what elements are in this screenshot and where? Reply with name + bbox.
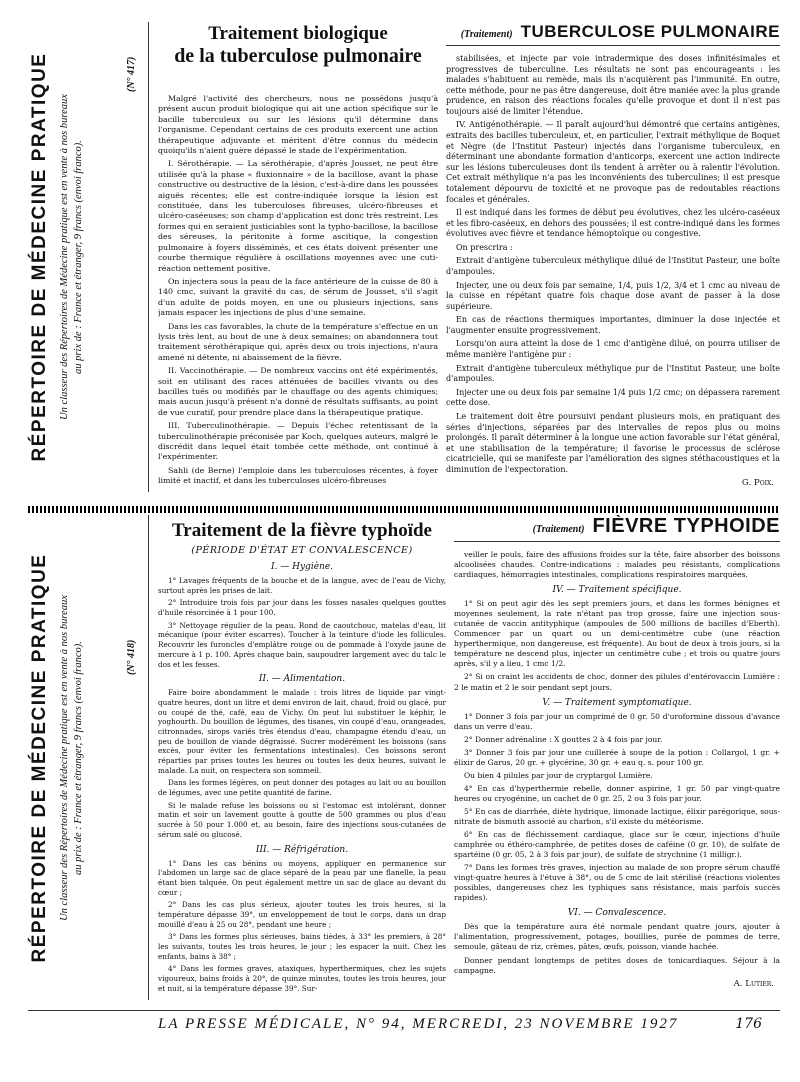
paragraphs-specific xyxy=(454,599,780,692)
paragraph: Ou bien 4 pilules par jour de cryptargol Lumière. xyxy=(464,770,653,780)
paragraph: Faire boire abondamment le malade : trois litres de liquide par vingt-quatre heures, dont un litre et demi environ de lait, chaud, froid ou glacé, pur ou coupé de thé, café, eau de Vichy. On peut lui substituer le képhir, le yoghourth. Du bouillon de légumes, des tisanes, vin coupé d'eau, orangeades, citronnades, sirops variés très étendus d'eau, champagne étendu d'eau, un peu de bouillon de viande dégraissé. Sucrer modérément les boissons (sans excès, pour éviter les fermentations intestinales). Ces boissons seront réparties par prises toutes les heures ou toutes les deux heures, suivant le malade. La nuit, on respectera son sommeil. xyxy=(158,688,446,775)
paragraph: Sahli (de Berne) l'emploie dans les tuberculoses récentes, à foyer limité et inactif, et dans les tuberculoses ulcéro-fibreuses xyxy=(158,465,438,486)
section-heading-refrigeration: III. — Réfrigération. xyxy=(255,844,349,855)
paragraph: Dès que la température aura été normale pendant quatre jours, ajouter à l'alimentation, progressivement, potages, bouillies, purée de pommes de terre, semoule, gâteau de riz, crèmes, pâtes, œufs, poisson, viande hachée. xyxy=(454,922,780,952)
paragraph: 1° Lavages fréquents de la bouche et de la langue, avec de l'eau de Vichy, surtout après les prises de lait. xyxy=(158,576,446,595)
paragraph: 3° Dans les formes plus sérieuses, bains tièdes, à 33° les premiers, à 28° les suivants, toutes les trois heures, le jour ; les espacer la nuit. Chez les enfants, bains à 38° ; xyxy=(158,932,446,961)
paragraphs-hygiene xyxy=(158,576,446,669)
sidebar-subtitle-2: au prix de : France et étranger, 9 francs (envoi franco). xyxy=(73,140,84,374)
paragraph: Malgré l'activité des chercheurs, nous ne possédons jusqu'à présent aucun produit biologique qui ait une action spécifique sur le bacille tuberculeux ou sur les lésions qu'il détermine dans l'organisme. Cependant certains de ces produits exercent une action thérapeutique adjuvante et méritent d'être connus du médecin quoiqu'ils n'aient guère dépassé le stade de l'expérimentation. xyxy=(158,94,438,156)
section-heading xyxy=(454,515,780,542)
sidebar-title: RÉPERTOIRE DE MÉDECINE PRATIQUE xyxy=(29,52,50,462)
paragraph: I. Sérothérapie. — La sérothérapie, d'après Jousset, ne peut être utilisée qu'à la phase « fluxionnaire » de la bacillose, avant la phase constructive ou destructive de la lésion, c'est-à-dire dans les poussées aiguës récentes; elle est contre-indiquée lorsque la lésion est constituée, dans les tuberculoses fibreuses, ulcéro-fibreuses et ulcéro-caséeuses; son champ d'application est donc très restreint. Les formes qui en seraient justiciables sont la typho-bacillose, la bacillose des séreuses, la péritonite à forme ascitique, la congestion pulmonaire à foyers disséminés, et ces états doivent présenter une courbe thermique régulière à oscillations moyennes avec une cuti-réaction nettement positive. xyxy=(158,159,438,273)
title-line-2: de la tuberculose pulmonaire xyxy=(174,45,422,67)
sidebar-title: RÉPERTOIRE DE MÉDECINE PRATIQUE xyxy=(29,553,50,962)
author-signature: G. Poix. xyxy=(741,478,774,489)
page-footer xyxy=(28,1010,780,1037)
paragraph: 7° Dans les formes très graves, injection au malade de son propre sérum chauffé vingt-quatre heures à l'étuve à 38°, ou de 5 cmc de lait stérilisé (réactions violentes possibles, dangereuses chez les typhiques sans résistance, mais parfois succès rapides). xyxy=(454,863,780,903)
paragraph: 1° Si on peut agir dès les sept premiers jours, et dans les formes bénignes et moyennes seulement, la rate n'étant pas trop grosse, faire une injection sous-cutanée de vaccin antityphique (ampoules de 500 millions de bacilles d'Eberth). Commencer par un quart ou un demi-centimètre cube (une réaction hyperthermique, non dangereuse, est fréquente). Au bout de deux à trois jours, si la température ne descend plus, injecter un centimètre cube ; et trois ou quatre jours après, s'il y a lieu, 1 cmc 1/2. xyxy=(454,599,780,669)
heading-title: FIÈVRE TYPHOIDE xyxy=(592,515,780,537)
paragraph: 2° Introduire trois fois par jour dans les fosses nasales quelques gouttes d'huile résorcinée à 1 pour 100. xyxy=(158,598,446,618)
heading-category: (Traitement) xyxy=(532,524,585,535)
section-heading-symptomatic: V. — Traitement symptomatique. xyxy=(542,697,692,708)
paragraph: Injecter, une ou deux fois par semaine, 1/4, puis 1/2, 3/4 et 1 cmc au niveau de la cuisse en répétant quatre fois chaque dose avant de passer à la dose supérieure. xyxy=(446,280,780,311)
paragraph: 1° Donner 3 fois par jour un comprimé de 0 gr. 50 d'uroformine dissous d'avance dans un verre d'eau. xyxy=(454,711,780,731)
paragraph: 1° Dans les cas bénins ou moyens, appliquer en permanence sur l'abdomen un large sac de glace séparé de la peau par une flanelle, la peau étant bien talquée. On peut également mettre un sac de glace au devant du cœur ; xyxy=(158,858,446,897)
heading-category: (Traitement) xyxy=(460,29,513,40)
paragraphs-convalescence xyxy=(454,922,780,975)
author-signature: A. Lutier. xyxy=(733,978,774,989)
paragraphs-alimentation xyxy=(158,688,446,839)
paragraph: Si le malade refuse les boissons ou si l'estomac est intolérant, donner matin et soir un lavement goutte à goutte de 500 grammes ou plus d'eau sucrée à 50 pour 1.000 et, au besoin, faire des injections sous-cutanées de sérum salé ou glucosé. xyxy=(158,800,446,839)
paragraph: Dans les cas favorables, la chute de la température s'effectue en un lysis très lent, au bout de une à deux semaines; on abandonnera tout traitement sérothérapique qui, après deux ou trois injections, n'aura amené ni détente, ni abaissement de la fièvre. xyxy=(158,321,438,362)
paragraphs-col1 xyxy=(158,94,438,487)
repertoire-sidebar xyxy=(28,515,149,1000)
sidebar-subtitle-1: Un classeur des Répertoires de Médecine pratique est en vente à nos bureaux xyxy=(59,594,70,921)
heading-title: TUBERCULOSE PULMONAIRE xyxy=(520,22,780,41)
article-subtitle: (PÉRIODE D'ÉTAT ET CONVALESCENCE) xyxy=(191,545,413,556)
sidebar-subtitle-1: Un classeur des Répertoires de Médecine pratique est en vente à nos bureaux xyxy=(59,94,70,420)
article-title: Traitement de la fièvre typhoïde xyxy=(172,520,432,541)
paragraph: IV. Antigénothérapie. — Il paraît aujourd'hui démontré que certains antigènes, extraits des bacilles tuberculeux, et, en particulier, l'extrait méthylique de Boquet et Nègre (de l'Institut Pasteur) injectés dans l'organisme tuberculeux, en déterminant une abondante formation d'anticorps, exercent une action indirecte sur les lésions tuberculeuses dont ils tendent à arrêter ou à ralentir l'évolution. Cet extrait méthylique n'a pas les inconvénients des tuberculines; il est presque totalement dépourvu de toxicité et ne provoque pas de redoutables réactions focales et générales. xyxy=(446,120,780,204)
paragraph: Il est indiqué dans les formes de début peu évolutives, chez les ulcéro-caséeux et les fibro-caséeux, en dehors des poussées; il est contre-indiqué dans les formes évolutives avec fièvre et tendance hémoptoïque ou congestive. xyxy=(446,208,780,239)
paragraph: Injecter une ou deux fois par semaine 1/4 puis 1/2 cmc; on dépassera rarement cette dose. xyxy=(446,387,780,408)
paragraph: 2° Dans les cas plus sérieux, ajouter toutes les trois heures, si la température dépasse 39°, un enveloppement de tout le corps, dans un drap mouillé d'eau à 25 ou 28°, pendant une heure ; xyxy=(158,900,446,929)
sidebar-rotated xyxy=(28,528,148,988)
section-heading-convalescence: VI. — Convalescence. xyxy=(567,908,667,919)
article-title xyxy=(158,22,438,68)
repertoire-sidebar xyxy=(28,22,149,492)
paragraph: 6° En cas de fléchissement cardiaque, glace sur le cœur, injections d'huile camphrée ou éthéro-camphrée, de petites doses de caféine (0 gr. 10), de sulfate de spartéine (0 gr. 05, 2 à 3 fois par jour), de sulfate de strychnine (1 milligr.). xyxy=(454,830,780,860)
paragraph: 2° Si on craint les accidents de choc, donner des pilules d'entérovaccin Lumière : 2 le matin et 2 le soir pendant sept jours. xyxy=(454,672,780,692)
paragraph: II. Vaccinothérapie. — De nombreux vaccins ont été expérimentés, soit en utilisant des races atténuées de bacilles vivants ou des bacilles tués ou modifiés par le chauffage ou des agents chimiques; mais aucun jusqu'à présent n'a donné de résultats suffisants, au point de vue curatif, pour prendre place dans la thérapeutique pratique. xyxy=(158,366,438,417)
card-number: (N° 417) xyxy=(126,56,137,92)
typhoid-card xyxy=(28,515,780,1000)
paragraph: Dans les formes légères, on peut donner des potages au lait ou au bouillon de légumes, avec une petite quantité de farine. xyxy=(158,778,446,798)
paragraph: 3° Nettoyage régulier de la peau. Rond de caoutchouc, matelas d'eau, lit mécanique (pour éviter escarres). Toucher à la teinture d'iode les follicules. Recouvrir les furoncles d'emplâtre rouge ou de pommade à l'oxyde jaune de mercure à 1 p. 100. Après chaque bain, saupoudrer largement avec du talc le dos et les fesses. xyxy=(158,620,446,669)
paragraph: Lorsqu'on aura atteint la dose de 1 cmc d'antigène dilué, on pourra utiliser de même manière l'antigène pur : xyxy=(446,339,780,360)
sidebar-rotated xyxy=(28,27,148,487)
paragraphs-symptomatic xyxy=(454,712,780,904)
page-number: 176 xyxy=(735,1016,762,1032)
paragraph: 2° Donner adrénaline : X gouttes 2 à 4 fois par jour. xyxy=(464,734,663,744)
column-left xyxy=(158,515,446,1000)
column-right xyxy=(454,515,780,1000)
paragraph: On injectera sous la peau de la face antérieure de la cuisse de 80 à 140 cmc, suivant la gravité du cas, de sérum de Jousset, s'il s'agit d'un adulte de poids moyen, en une ou plusieurs injections, sans jamais espacer les injections de plus d'une semaine. xyxy=(158,276,438,318)
paragraph: stabilisées, et injecte par voie intradermique des doses infinitésimales et progressives de tuberculine. Les résultats ne sont pas encourageants : les malades s'habituent au remède, mais ils n'acquièrent pas l'immunité. En outre, cette méthode, pour ne pas être dangereuse, doit être maniée avec la plus grande prudence, en raison des réactions focales qu'elle provoque et dont il n'est pas toujours aisé de limiter l'étendue. xyxy=(446,54,780,116)
section-heading-hygiene: I. — Hygiène. xyxy=(270,562,334,572)
paragraph: veiller le pouls, faire des affusions froides sur la tête, faire absorber des boissons alcoolisées chaudes. Contre-indications : malades peu résistants, complications cardiaques, hémorragies intestinales, complications respiratoires marquées. xyxy=(454,550,780,580)
title-spacer xyxy=(158,68,438,94)
section-heading xyxy=(446,22,780,46)
paragraph: Extrait d'antigène tuberculeux méthylique dilué de l'Institut Pasteur, une boîte d'ampoules. xyxy=(446,256,780,276)
paragraph: Le traitement doit être poursuivi pendant plusieurs mois, en pratiquant des séries d'injections, séparées par des intervalles de repos plus ou moins prolongés. Il paraît déterminer à la longue une action favorable sur l'état général, et une stabilisation de la température; il favorise le processus de sclérose cicatricielle, qui se manifeste par l'amélioration des signes stéthacoustiques et la diminution de l'expectoration. xyxy=(446,411,780,474)
paragraphs-continued xyxy=(454,550,780,580)
paragraph: Donner pendant longtemps de petites doses de tonicardiaques. Séjour à la campagne. xyxy=(454,955,780,975)
column-right xyxy=(446,22,780,492)
paragraph: En cas de réactions thermiques importantes, diminuer la dose injectée et l'augmenter ensuite progressivement. xyxy=(446,315,780,335)
paragraph: 5° En cas de diarrhée, diète hydrique, limonade lactique, élixir parégorique, sous-nitrate de bismuth associé au charbon, s'il existe du météorisme. xyxy=(454,806,780,826)
section-divider xyxy=(28,506,780,513)
card-number: (N° 418) xyxy=(126,639,137,675)
paragraphs-col2 xyxy=(446,54,780,475)
section-heading-alimentation: II. — Alimentation. xyxy=(258,674,346,685)
tuberculosis-card xyxy=(28,22,780,492)
column-left xyxy=(158,22,438,492)
paragraph: 4° En cas d'hyperthermie rebelle, donner aspirine, 1 gr. 50 par vingt-quatre heures ou cryogénine, un cachet de 0 gr. 25, 2 ou 3 fois par jour. xyxy=(454,783,780,803)
paragraph: On prescrira : xyxy=(456,242,513,252)
title-line-1: Traitement biologique xyxy=(208,23,388,44)
sidebar-subtitle-2: au prix de : France et étranger, 9 francs (envoi franco). xyxy=(73,640,84,875)
paragraph: 3° Donner 3 fois par jour une cuillerée à soupe de la potion : Collargol, 1 gr. + élixir de Garus, 20 gr. + glycérine, 30 gr. + eau q. s. pour 100 gr. xyxy=(454,747,780,767)
paragraphs-refrigeration xyxy=(158,859,446,994)
section-heading-specific: IV. — Traitement spécifique. xyxy=(552,585,682,596)
paragraph: Extrait d'antigène tuberculeux méthylique pur de l'Institut Pasteur, une boîte d'ampoules. xyxy=(446,363,780,384)
publication-line: LA PRESSE MÉDICALE, N° 94, MERCREDI, 23 NOVEMBRE 1927 xyxy=(158,1015,679,1032)
paragraph: 4° Dans les formes graves, ataxiques, hyperthermiques, chez les sujets vigoureux, bains froids à 20°, de quinze minutes, toutes les trois heures, jour et nuit, si la température dépasse 39°. Sur- xyxy=(158,964,446,993)
paragraph: III. Tuberculinothérapie. — Depuis l'échec retentissant de la tuberculinothérapie préconisée par Koch, quelques auteurs, malgré le discrédit dans lequel était tombée cette méthode, ont continué à l'expérimenter. xyxy=(158,421,438,462)
